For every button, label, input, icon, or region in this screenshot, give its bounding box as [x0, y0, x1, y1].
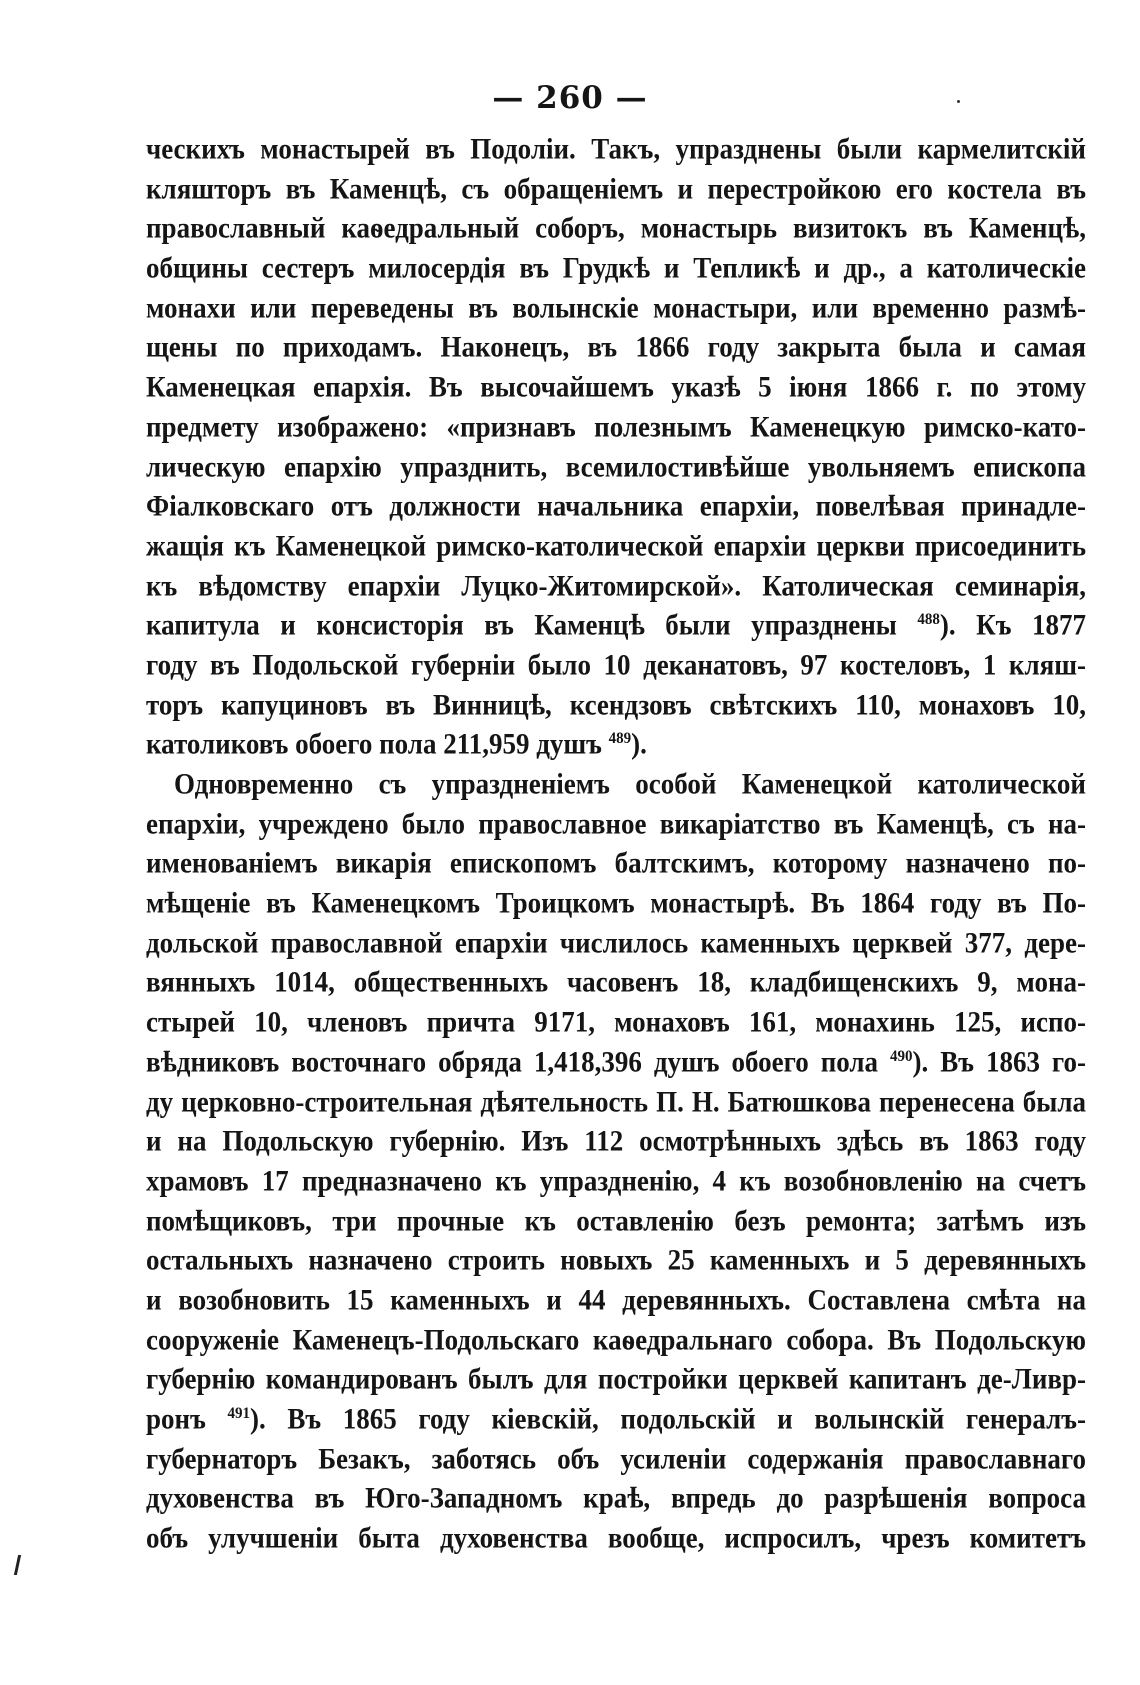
- text-line: году въ Подольской губерніи было 10 деканатовъ, 97 костеловъ, 1 кляш-: [146, 648, 1086, 682]
- text-line: [146, 724, 1086, 767]
- line-text: вѣдниковъ восточнаго обряда 1,418,396 душъ обоего пола: [146, 1045, 879, 1078]
- text-line: щены по приходамъ. Наконецъ, въ 1866 году закрыта была и самая: [146, 331, 1086, 364]
- line-text: ).: [631, 728, 647, 761]
- text-line: духовенства въ Юго-Западномъ краѣ, впредь до разрѣшенія вопроса: [146, 1482, 1086, 1515]
- text-line: мѣщеніе въ Каменецкомъ Троицкомъ монастырѣ. Въ 1864 году въ По-: [146, 886, 1086, 920]
- line-text: ). Къ 1877: [939, 608, 1087, 642]
- text-line: губернаторъ Безакъ, заботясь объ усиленіи содержанія православнаго: [146, 1442, 1086, 1475]
- text-line: остальныхъ назначено строить новыхъ 25 каменныхъ и 5 деревянныхъ: [146, 1243, 1086, 1277]
- text-line: сооруженіе Каменецъ-Подольскаго каѳедральнаго собора. Въ Подольскую: [146, 1323, 1086, 1356]
- text-line: къ вѣдомству епархіи Луцко-Житомирской». Католическая семинарія,: [146, 569, 1086, 602]
- text-line: стырей 10, членовъ причта 9171, монаховъ 161, монахинь 125, испо-: [146, 1005, 1086, 1039]
- print-speck: [957, 100, 960, 103]
- text-line: дольской православной епархіи числилось каменныхъ церквей 377, дере-: [146, 926, 1086, 959]
- body-text: [146, 130, 1086, 1559]
- text-line: и на Подольскую губернію. Изъ 112 осмотрѣнныхъ здѣсь въ 1863 году: [146, 1124, 1086, 1158]
- footnote-ref[interactable]: 490: [890, 1047, 913, 1065]
- text-line: Фіалковскаго отъ должности начальника епархіи, повелѣвая принадле-: [146, 489, 1086, 523]
- text-line: именованіемъ викарія епископомъ балтскимъ, которому назначено по-: [146, 847, 1086, 880]
- text-line: православный каѳедральный соборъ, монастырь визитокъ въ Каменцѣ,: [146, 212, 1086, 245]
- text-line: вянныхъ 1014, общественныхъ часовенъ 18, кладбищенскихъ 9, мона-: [146, 966, 1086, 999]
- text-line: монахи или переведены въ волынскіе монастыри, или временно размѣ-: [146, 291, 1086, 324]
- paragraph-1: [146, 130, 1086, 765]
- text-line: торъ капуциновъ въ Винницѣ, ксендзовъ свѣтскихъ 110, монаховъ 10,: [146, 688, 1086, 721]
- text-line: лическую епархію упразднить, всемилостивѣйше увольняемъ епископа: [146, 450, 1086, 483]
- text-line: ду церковно-строительная дѣятельность П. Н. Батюшкова перенесена была: [146, 1085, 1086, 1118]
- text-line: Каменецкая епархія. Въ высочайшемъ указѣ 5 іюня 1866 г. по этому: [146, 370, 1086, 404]
- line-text: ронъ: [146, 1402, 206, 1436]
- text-line: кляшторъ въ Каменцѣ, съ обращеніемъ и перестройкою его костела въ: [146, 172, 1086, 205]
- text-line: Одновременно съ упраздненіемъ особой Каменецкой католической: [174, 767, 1086, 801]
- text-line: общины сестеръ милосердія въ Грудкѣ и Тепликѣ и др., а католическіе: [146, 251, 1086, 285]
- line-text: ). Въ 1865 году кіевскій, подольскій и волынскій генералъ-: [249, 1402, 1086, 1436]
- footnote-ref[interactable]: 489: [608, 730, 632, 748]
- line-text: ). Въ 1863 го-: [912, 1045, 1086, 1078]
- text-line: епархіи, учреждено было православное викаріатство въ Каменцѣ, съ на-: [146, 807, 1086, 840]
- text-line: объ улучшеніи быта духовенства вообще, испросилъ, чрезъ комитетъ: [146, 1521, 1086, 1555]
- margin-mark: [14, 1555, 21, 1575]
- text-line: [146, 605, 1086, 648]
- text-line: жащія къ Каменецкой римско-католической епархіи церкви присоединить: [146, 529, 1086, 563]
- text-line: предмету изображено: «признавъ полезнымъ Каменецкую римско-като-: [146, 410, 1086, 443]
- text-line: храмовъ 17 предназначено къ упраздненію, 4 къ возобновленію на счетъ: [146, 1164, 1086, 1198]
- text-line: и возобновить 15 каменныхъ и 44 деревянныхъ. Составлена смѣта на: [146, 1283, 1086, 1317]
- text-line: ческихъ монастырей въ Подоліи. Такъ, упразднены были кармелитскій: [146, 132, 1086, 166]
- text-line: губернію командированъ былъ для постройки церквей капитанъ де-Ливр-: [146, 1363, 1086, 1396]
- line-text: капитула и консисторія въ Каменцѣ были упразднены: [146, 608, 897, 642]
- line-text: католиковъ обоего пола 211,959 душъ: [146, 728, 602, 761]
- text-line: помѣщиковъ, три прочные къ оставленію безъ ремонта; затѣмъ изъ: [146, 1204, 1086, 1237]
- text-line: [146, 1398, 1086, 1441]
- footnote-ref[interactable]: 488: [917, 611, 940, 629]
- footnote-ref[interactable]: 491: [227, 1404, 250, 1423]
- paragraph-2: [146, 765, 1086, 1559]
- page-number: — 260 —: [492, 80, 648, 116]
- text-line: [146, 1041, 1086, 1084]
